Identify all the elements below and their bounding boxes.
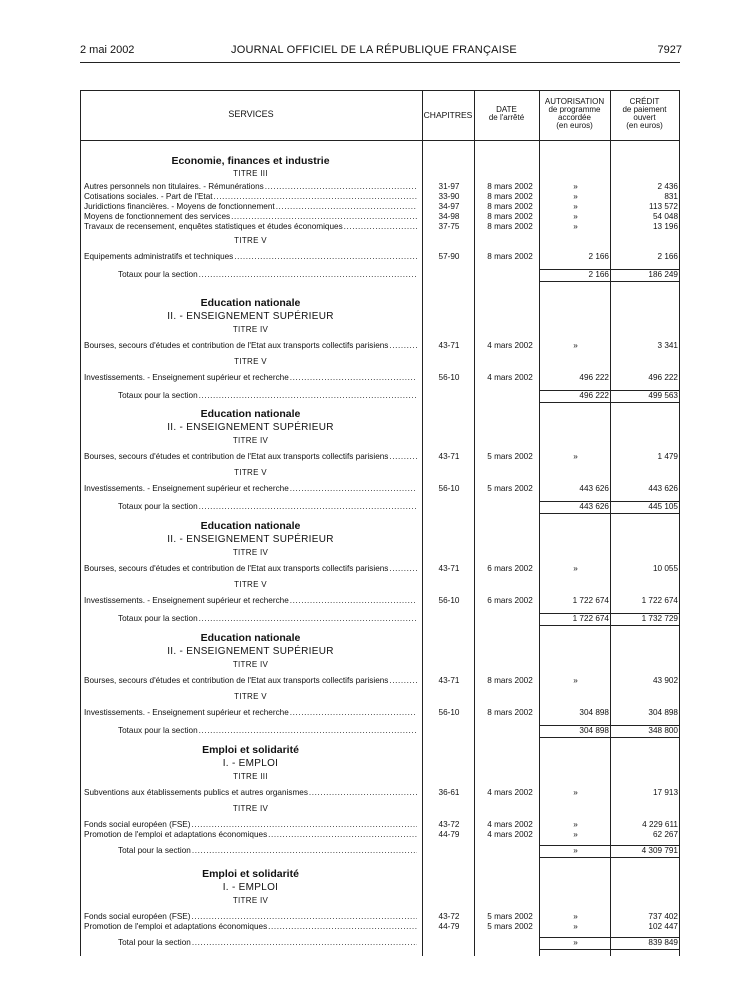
row-label-text: Promotion de l'emploi et adaptations économiques (84, 922, 268, 931)
row-chapitre: 56-10 (438, 484, 460, 493)
totals-bottom-rule (539, 402, 679, 403)
totals-label (118, 846, 417, 856)
section-subtitle: I. - EMPLOI (222, 882, 279, 893)
row-chapitre: 56-10 (438, 373, 460, 382)
row-chapitre: 36-61 (438, 788, 460, 797)
row-credit: 43 902 (652, 676, 678, 685)
titre-heading: TITRE V (234, 692, 267, 701)
table-row (84, 212, 680, 222)
section-subtitle: I. - EMPLOI (222, 758, 279, 769)
row-label-text: Travaux de recensement, enquêtes statistiques et études économiques (84, 222, 343, 231)
row-label (84, 912, 417, 922)
totals-autorisation: » (573, 938, 578, 947)
row-chapitre: 33-90 (438, 192, 460, 201)
section-title: Economie, finances et industrie (171, 155, 330, 167)
titre-heading: TITRE IV (232, 436, 269, 445)
row-date: 4 mars 2002 (487, 341, 533, 350)
table-row (84, 564, 680, 574)
header-rule (80, 62, 680, 63)
row-autorisation: 2 166 (588, 252, 609, 261)
row-date: 8 mars 2002 (487, 192, 533, 201)
row-label-text: Bourses, secours d'études et contribution de l'Etat aux transports collectifs parisiens (84, 676, 389, 685)
row-label (84, 252, 417, 262)
titre-heading: TITRE IV (232, 325, 269, 334)
titre-heading: TITRE V (234, 236, 267, 245)
row-label-text: Moyens de fonctionnement des services (84, 212, 231, 221)
titre-heading: TITRE V (234, 468, 267, 477)
row-label (84, 212, 417, 222)
row-date: 4 mars 2002 (487, 830, 533, 839)
col-header-date-line2: de l'arrêté (488, 113, 525, 122)
totals-bottom-rule (539, 737, 679, 738)
table-top-border (80, 90, 680, 91)
section-title: Emploi et solidarité (202, 868, 299, 880)
row-label-text: Investissements. - Enseignement supérieur et recherche (84, 373, 289, 382)
row-label-text: Bourses, secours d'études et contribution de l'Etat aux transports collectifs parisiens (84, 341, 389, 350)
row-credit: 4 229 611 (642, 820, 678, 829)
row-chapitre: 57-90 (438, 252, 460, 261)
col-header-services: SERVICES (228, 109, 274, 119)
table-row (84, 912, 680, 922)
totals-credit: 4 309 791 (641, 846, 678, 855)
row-label (84, 484, 417, 494)
row-label-text: Bourses, secours d'études et contribution de l'Etat aux transports collectifs parisiens (84, 452, 389, 461)
table-row (84, 252, 680, 262)
journal-title: JOURNAL OFFICIEL DE LA RÉPUBLIQUE FRANÇAISE (231, 44, 517, 56)
titre-heading: TITRE IV (232, 896, 269, 905)
row-chapitre: 43-71 (438, 341, 460, 350)
totals-top-rule (539, 725, 679, 726)
row-autorisation: » (573, 788, 578, 797)
section-title: Education nationale (200, 408, 301, 420)
table-row (84, 830, 680, 840)
page-date: 2 mai 2002 (80, 44, 135, 56)
totals-top-rule (539, 937, 679, 938)
row-date: 4 mars 2002 (487, 788, 533, 797)
table-row (84, 596, 680, 606)
titre-heading: TITRE III (233, 169, 268, 178)
titre-heading: TITRE IV (232, 548, 269, 557)
row-autorisation: » (573, 676, 578, 685)
totals-row (84, 391, 680, 401)
row-date: 6 mars 2002 (487, 564, 533, 573)
row-label (84, 676, 417, 686)
row-autorisation: » (573, 452, 578, 461)
totals-label-text: Totaux pour la section (118, 726, 198, 735)
row-autorisation: 496 222 (579, 373, 609, 382)
row-credit: 102 447 (648, 922, 678, 931)
section-subtitle: II. - ENSEIGNEMENT SUPÉRIEUR (167, 422, 334, 433)
row-autorisation: » (573, 222, 578, 231)
row-credit: 443 626 (648, 484, 678, 493)
section-subtitle: II. - ENSEIGNEMENT SUPÉRIEUR (167, 646, 334, 657)
table-row (84, 182, 680, 192)
row-chapitre: 43-72 (438, 912, 460, 921)
row-label (84, 222, 417, 232)
row-date: 8 mars 2002 (487, 252, 533, 261)
section-title: Education nationale (200, 520, 301, 532)
table-row (84, 788, 680, 798)
totals-label (118, 726, 417, 736)
row-credit: 10 055 (652, 564, 678, 573)
row-date: 8 mars 2002 (487, 708, 533, 717)
row-credit: 2 436 (657, 182, 678, 191)
totals-top-rule (539, 501, 679, 502)
totals-autorisation: 304 898 (579, 726, 609, 735)
totals-row (84, 502, 680, 512)
row-credit: 831 (664, 192, 678, 201)
totals-label (118, 391, 417, 401)
table-row (84, 676, 680, 686)
row-chapitre: 43-71 (438, 676, 460, 685)
titre-heading: TITRE IV (232, 804, 269, 813)
row-credit: 1 479 (657, 452, 678, 461)
row-label (84, 452, 417, 462)
totals-autorisation: 443 626 (579, 502, 609, 511)
col-header-ap-line4: (en euros) (556, 121, 593, 130)
totals-top-rule (539, 613, 679, 614)
totals-bottom-rule (539, 857, 679, 858)
totals-autorisation: 1 722 674 (572, 614, 609, 623)
table-row (84, 192, 680, 202)
row-chapitre: 43-72 (438, 820, 460, 829)
totals-label-text: Totaux pour la section (118, 270, 198, 279)
col-header-ap-line1: AUTORISATION (544, 97, 605, 106)
table-left-border (80, 90, 81, 956)
totals-label-text: Total pour la section (118, 938, 191, 947)
totals-credit: 1 732 729 (641, 614, 678, 623)
section-title: Education nationale (200, 632, 301, 644)
row-label-text: Cotisations sociales. - Part de l'Etat (84, 192, 213, 201)
row-label (84, 192, 417, 202)
row-autorisation: » (573, 192, 578, 201)
totals-bottom-rule (539, 281, 679, 282)
row-credit: 1 722 674 (641, 596, 678, 605)
totals-label (118, 614, 417, 624)
titre-heading: TITRE V (234, 357, 267, 366)
totals-credit: 499 563 (648, 391, 678, 400)
totals-credit: 348 800 (648, 726, 678, 735)
totals-credit: 839 849 (648, 938, 678, 947)
col-header-cp-line4: (en euros) (626, 121, 663, 130)
totals-label (118, 270, 417, 280)
row-label-text: Bourses, secours d'études et contribution de l'Etat aux transports collectifs parisiens (84, 564, 389, 573)
col-header-ap-line2: de programme (548, 105, 601, 114)
row-date: 8 mars 2002 (487, 202, 533, 211)
row-chapitre: 34-98 (438, 212, 460, 221)
row-date: 5 mars 2002 (487, 452, 533, 461)
row-credit: 17 913 (652, 788, 678, 797)
row-date: 5 mars 2002 (487, 484, 533, 493)
row-date: 4 mars 2002 (487, 373, 533, 382)
totals-row (84, 726, 680, 736)
totals-top-rule (539, 845, 679, 846)
totals-row (84, 270, 680, 280)
row-label-text: Promotion de l'emploi et adaptations économiques (84, 830, 268, 839)
row-date: 5 mars 2002 (487, 912, 533, 921)
row-label-text: Investissements. - Enseignement supérieur et recherche (84, 484, 289, 493)
row-autorisation: » (573, 202, 578, 211)
row-autorisation: » (573, 830, 578, 839)
section-title: Education nationale (200, 297, 301, 309)
totals-top-rule (539, 269, 679, 270)
table-header-border (80, 140, 680, 141)
row-autorisation: » (573, 922, 578, 931)
page-number: 7927 (657, 44, 682, 56)
row-label (84, 202, 417, 212)
row-credit: 2 166 (657, 252, 678, 261)
section-subtitle: II. - ENSEIGNEMENT SUPÉRIEUR (167, 534, 334, 545)
totals-row (84, 614, 680, 624)
row-autorisation: 443 626 (579, 484, 609, 493)
titre-heading: TITRE IV (232, 660, 269, 669)
row-autorisation: » (573, 564, 578, 573)
totals-label-text: Totaux pour la section (118, 614, 198, 623)
row-label (84, 341, 417, 351)
row-chapitre: 34-97 (438, 202, 460, 211)
row-credit: 496 222 (648, 373, 678, 382)
row-label (84, 830, 417, 840)
row-label (84, 373, 417, 383)
row-credit: 737 402 (648, 912, 678, 921)
totals-label-text: Total pour la section (118, 846, 191, 855)
row-date: 8 mars 2002 (487, 222, 533, 231)
col-header-date-line1: DATE (496, 105, 517, 114)
totals-credit: 186 249 (648, 270, 678, 279)
titre-heading: TITRE V (234, 580, 267, 589)
totals-label-text: Totaux pour la section (118, 391, 198, 400)
row-autorisation: 1 722 674 (572, 596, 609, 605)
row-chapitre: 44-79 (438, 922, 460, 931)
row-autorisation: » (573, 212, 578, 221)
section-subtitle: II. - ENSEIGNEMENT SUPÉRIEUR (167, 311, 334, 322)
totals-label (118, 938, 417, 948)
totals-label-text: Totaux pour la section (118, 502, 198, 511)
row-label (84, 596, 417, 606)
row-chapitre: 56-10 (438, 596, 460, 605)
col-header-chapitres: CHAPITRES (423, 110, 473, 120)
row-label-text: Investissements. - Enseignement supérieur et recherche (84, 596, 289, 605)
row-label-text: Subventions aux établissements publics et autres organismes (84, 788, 308, 797)
row-label-text: Autres personnels non titulaires. - Rémunérations (84, 182, 264, 191)
row-date: 8 mars 2002 (487, 676, 533, 685)
col-header-cp-line1: CRÉDIT (629, 97, 660, 106)
table-row (84, 922, 680, 932)
row-credit: 13 196 (652, 222, 678, 231)
col-header-cp-line2: de paiement (622, 105, 667, 114)
col-header-ap-line3: accordée (558, 113, 591, 122)
row-chapitre: 44-79 (438, 830, 460, 839)
row-autorisation: 304 898 (579, 708, 609, 717)
row-autorisation: » (573, 912, 578, 921)
row-chapitre: 43-71 (438, 452, 460, 461)
row-label-text: Juridictions financières. - Moyens de fonctionnement (84, 202, 275, 211)
row-credit: 3 341 (657, 341, 678, 350)
row-date: 5 mars 2002 (487, 922, 533, 931)
row-chapitre: 37-75 (438, 222, 460, 231)
col-header-date (474, 106, 539, 122)
row-label (84, 922, 417, 932)
row-chapitre: 31-97 (438, 182, 460, 191)
table-row (84, 222, 680, 232)
row-chapitre: 43-71 (438, 564, 460, 573)
totals-row (84, 846, 680, 856)
totals-autorisation: 2 166 (588, 270, 609, 279)
row-autorisation: » (573, 182, 578, 191)
totals-autorisation: 496 222 (579, 391, 609, 400)
totals-bottom-rule (539, 949, 679, 950)
table-row (84, 484, 680, 494)
table-row (84, 452, 680, 462)
row-credit: 62 267 (652, 830, 678, 839)
row-date: 8 mars 2002 (487, 212, 533, 221)
row-label-text: Investissements. - Enseignement supérieur et recherche (84, 708, 289, 717)
section-title: Emploi et solidarité (202, 744, 299, 756)
table-row (84, 373, 680, 383)
col-header-autorisation (539, 98, 610, 130)
row-autorisation: » (573, 820, 578, 829)
totals-credit: 445 105 (648, 502, 678, 511)
table-row (84, 820, 680, 830)
row-credit: 304 898 (648, 708, 678, 717)
row-autorisation: » (573, 341, 578, 350)
row-date: 8 mars 2002 (487, 182, 533, 191)
table-row (84, 341, 680, 351)
row-label-text: Equipements administratifs et techniques (84, 252, 234, 261)
row-label (84, 182, 417, 192)
totals-row (84, 938, 680, 948)
row-chapitre: 56-10 (438, 708, 460, 717)
table-row (84, 202, 680, 212)
row-label-text: Fonds social européen (FSE) (84, 820, 191, 829)
row-label (84, 708, 417, 718)
totals-top-rule (539, 390, 679, 391)
row-date: 4 mars 2002 (487, 820, 533, 829)
row-label-text: Fonds social européen (FSE) (84, 912, 191, 921)
titre-heading: TITRE III (233, 772, 268, 781)
row-date: 6 mars 2002 (487, 596, 533, 605)
row-label (84, 788, 417, 798)
col-header-cp-line3: ouvert (633, 113, 656, 122)
totals-label (118, 502, 417, 512)
table-row (84, 708, 680, 718)
row-label (84, 820, 417, 830)
row-credit: 113 572 (649, 202, 678, 211)
totals-autorisation: » (573, 846, 578, 855)
totals-bottom-rule (539, 625, 679, 626)
row-credit: 54 048 (652, 212, 678, 221)
totals-bottom-rule (539, 513, 679, 514)
col-header-credit (610, 98, 679, 130)
row-label (84, 564, 417, 574)
